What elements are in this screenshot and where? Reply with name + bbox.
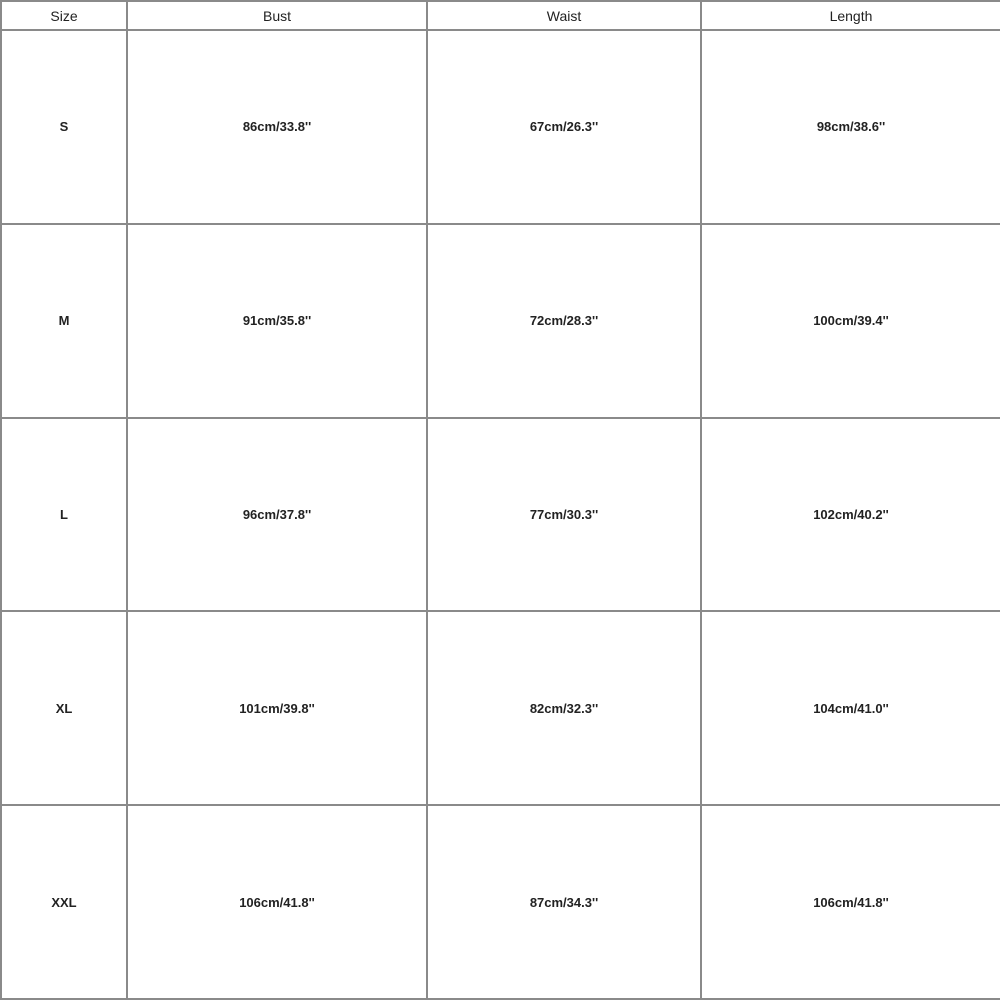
header-waist: Waist: [427, 1, 701, 30]
cell-size: L: [1, 418, 127, 612]
cell-waist: 72cm/28.3'': [427, 224, 701, 418]
cell-waist: 82cm/32.3'': [427, 611, 701, 805]
header-size: Size: [1, 1, 127, 30]
cell-length: 106cm/41.8'': [701, 805, 1000, 999]
cell-waist: 77cm/30.3'': [427, 418, 701, 612]
header-bust: Bust: [127, 1, 427, 30]
cell-waist: 87cm/34.3'': [427, 805, 701, 999]
table-row: [1, 418, 1000, 612]
table-row: [1, 611, 1000, 805]
cell-bust: 101cm/39.8'': [127, 611, 427, 805]
cell-bust: 96cm/37.8'': [127, 418, 427, 612]
cell-size: XXL: [1, 805, 127, 999]
cell-length: 102cm/40.2'': [701, 418, 1000, 612]
cell-size: S: [1, 30, 127, 224]
cell-length: 100cm/39.4'': [701, 224, 1000, 418]
cell-bust: 86cm/33.8'': [127, 30, 427, 224]
cell-bust: 106cm/41.8'': [127, 805, 427, 999]
cell-length: 104cm/41.0'': [701, 611, 1000, 805]
cell-waist: 67cm/26.3'': [427, 30, 701, 224]
table-row: [1, 30, 1000, 224]
header-length: Length: [701, 1, 1000, 30]
table-row: [1, 224, 1000, 418]
cell-length: 98cm/38.6'': [701, 30, 1000, 224]
cell-size: XL: [1, 611, 127, 805]
header-row: [1, 1, 1000, 30]
cell-bust: 91cm/35.8'': [127, 224, 427, 418]
table-row: [1, 805, 1000, 999]
cell-size: M: [1, 224, 127, 418]
